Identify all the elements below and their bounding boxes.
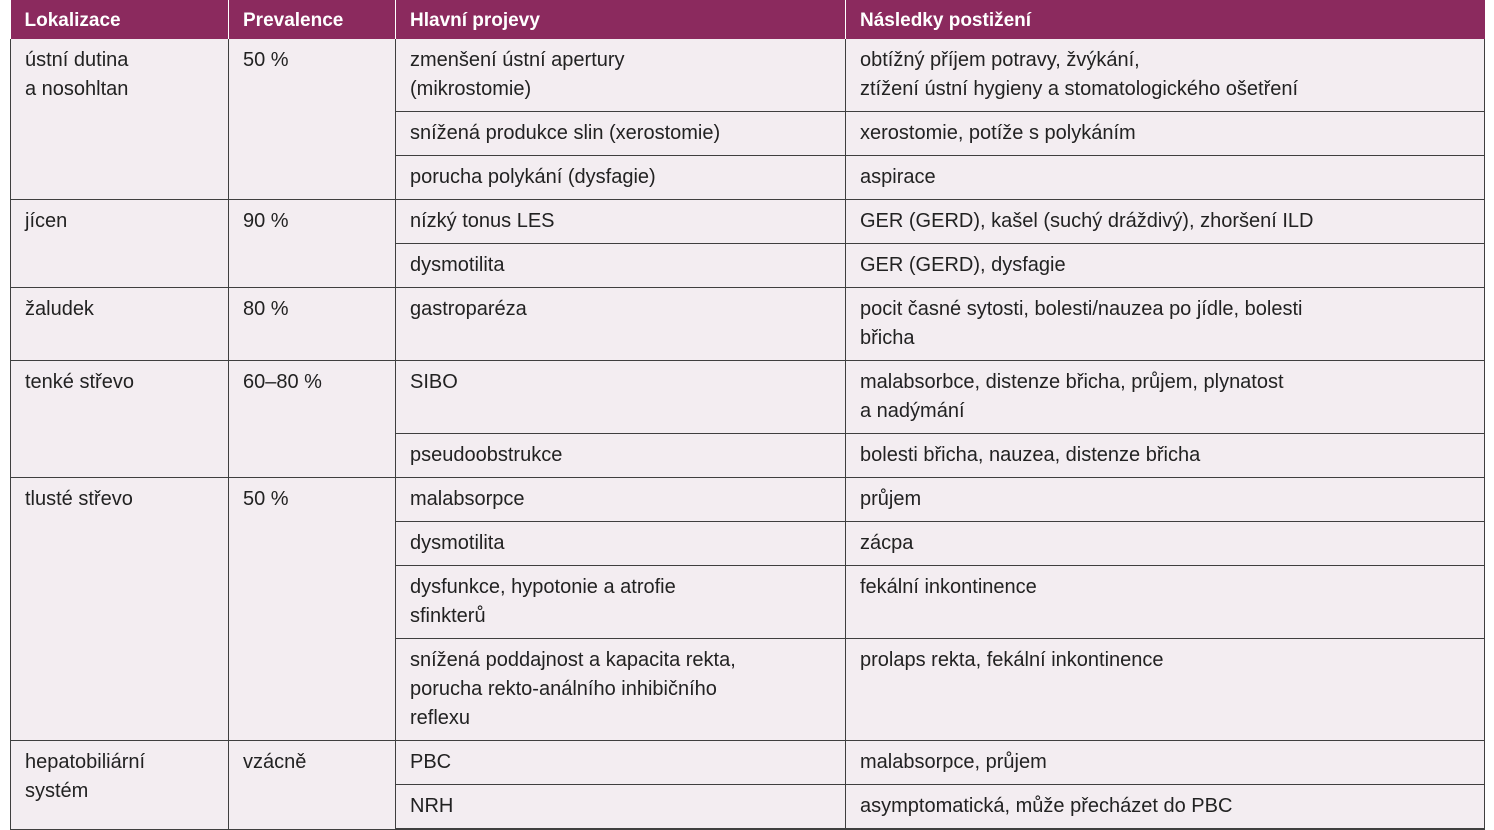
cell-prevalence: 80 % [229, 288, 396, 361]
cell-hlavni-projev: gastroparéza [396, 288, 846, 361]
cell-hlavni-projev: dysmotilita [396, 244, 846, 288]
cell-hlavni-projev: PBC [396, 741, 846, 785]
cell-nasledky: GER (GERD), kašel (suchý dráždivý), zhoršení ILD [846, 200, 1485, 244]
cell-nasledky: pocit časné sytosti, bolesti/nauzea po jídle, bolesti břicha [846, 288, 1485, 361]
cell-hlavni-projev: SIBO [396, 361, 846, 434]
table-body [11, 39, 1485, 829]
cell-nasledky: prolaps rekta, fekální inkontinence [846, 639, 1485, 741]
table-row [11, 200, 1485, 244]
cell-hlavni-projev: malabsorpce [396, 478, 846, 522]
cell-prevalence: 50 % [229, 478, 396, 741]
cell-lokalizace: hepatobiliární systém [11, 741, 229, 830]
cell-prevalence: 50 % [229, 39, 396, 200]
cell-lokalizace: žaludek [11, 288, 229, 361]
cell-nasledky: průjem [846, 478, 1485, 522]
cell-nasledky: xerostomie, potíže s polykáním [846, 112, 1485, 156]
cell-nasledky: bolesti břicha, nauzea, distenze břicha [846, 434, 1485, 478]
gi-involvement-table [10, 0, 1485, 830]
cell-hlavni-projev: snížená poddajnost a kapacita rekta, porucha rekto-análního inhibičního reflexu [396, 639, 846, 741]
cell-hlavni-projev: nízký tonus LES [396, 200, 846, 244]
cell-hlavni-projev: porucha polykání (dysfagie) [396, 156, 846, 200]
table-row [11, 39, 1485, 112]
cell-lokalizace: ústní dutina a nosohltan [11, 39, 229, 200]
cell-hlavni-projev: pseudoobstrukce [396, 434, 846, 478]
cell-hlavni-projev: dysmotilita [396, 522, 846, 566]
header-row [11, 0, 1485, 39]
header-hlavni-projevy: Hlavní projevy [396, 0, 846, 39]
cell-nasledky: fekální inkontinence [846, 566, 1485, 639]
cell-hlavni-projev: zmenšení ústní apertury (mikrostomie) [396, 39, 846, 112]
header-prevalence: Prevalence [229, 0, 396, 39]
cell-prevalence: 90 % [229, 200, 396, 288]
cell-lokalizace: tenké střevo [11, 361, 229, 478]
cell-nasledky: malabsorbce, distenze břicha, průjem, plynatost a nadýmání [846, 361, 1485, 434]
cell-hlavni-projev: dysfunkce, hypotonie a atrofie sfinkterů [396, 566, 846, 639]
table-row [11, 361, 1485, 434]
cell-nasledky: aspirace [846, 156, 1485, 200]
cell-hlavni-projev: NRH [396, 785, 846, 830]
cell-nasledky: obtížný příjem potravy, žvýkání, ztížení ústní hygieny a stomatologického ošetření [846, 39, 1485, 112]
table-row [11, 288, 1485, 361]
cell-prevalence: vzácně [229, 741, 396, 830]
table-row [11, 741, 1485, 785]
header-lokalizace: Lokalizace [11, 0, 229, 39]
cell-lokalizace: tlusté střevo [11, 478, 229, 741]
cell-nasledky: malabsorpce, průjem [846, 741, 1485, 785]
cell-lokalizace: jícen [11, 200, 229, 288]
cell-nasledky: asymptomatická, může přecházet do PBC [846, 785, 1485, 830]
cell-prevalence: 60–80 % [229, 361, 396, 478]
table-container [10, 0, 1484, 830]
header-nasledky: Následky postižení [846, 0, 1485, 39]
table-row [11, 478, 1485, 522]
cell-hlavni-projev: snížená produkce slin (xerostomie) [396, 112, 846, 156]
cell-nasledky: zácpa [846, 522, 1485, 566]
cell-nasledky: GER (GERD), dysfagie [846, 244, 1485, 288]
